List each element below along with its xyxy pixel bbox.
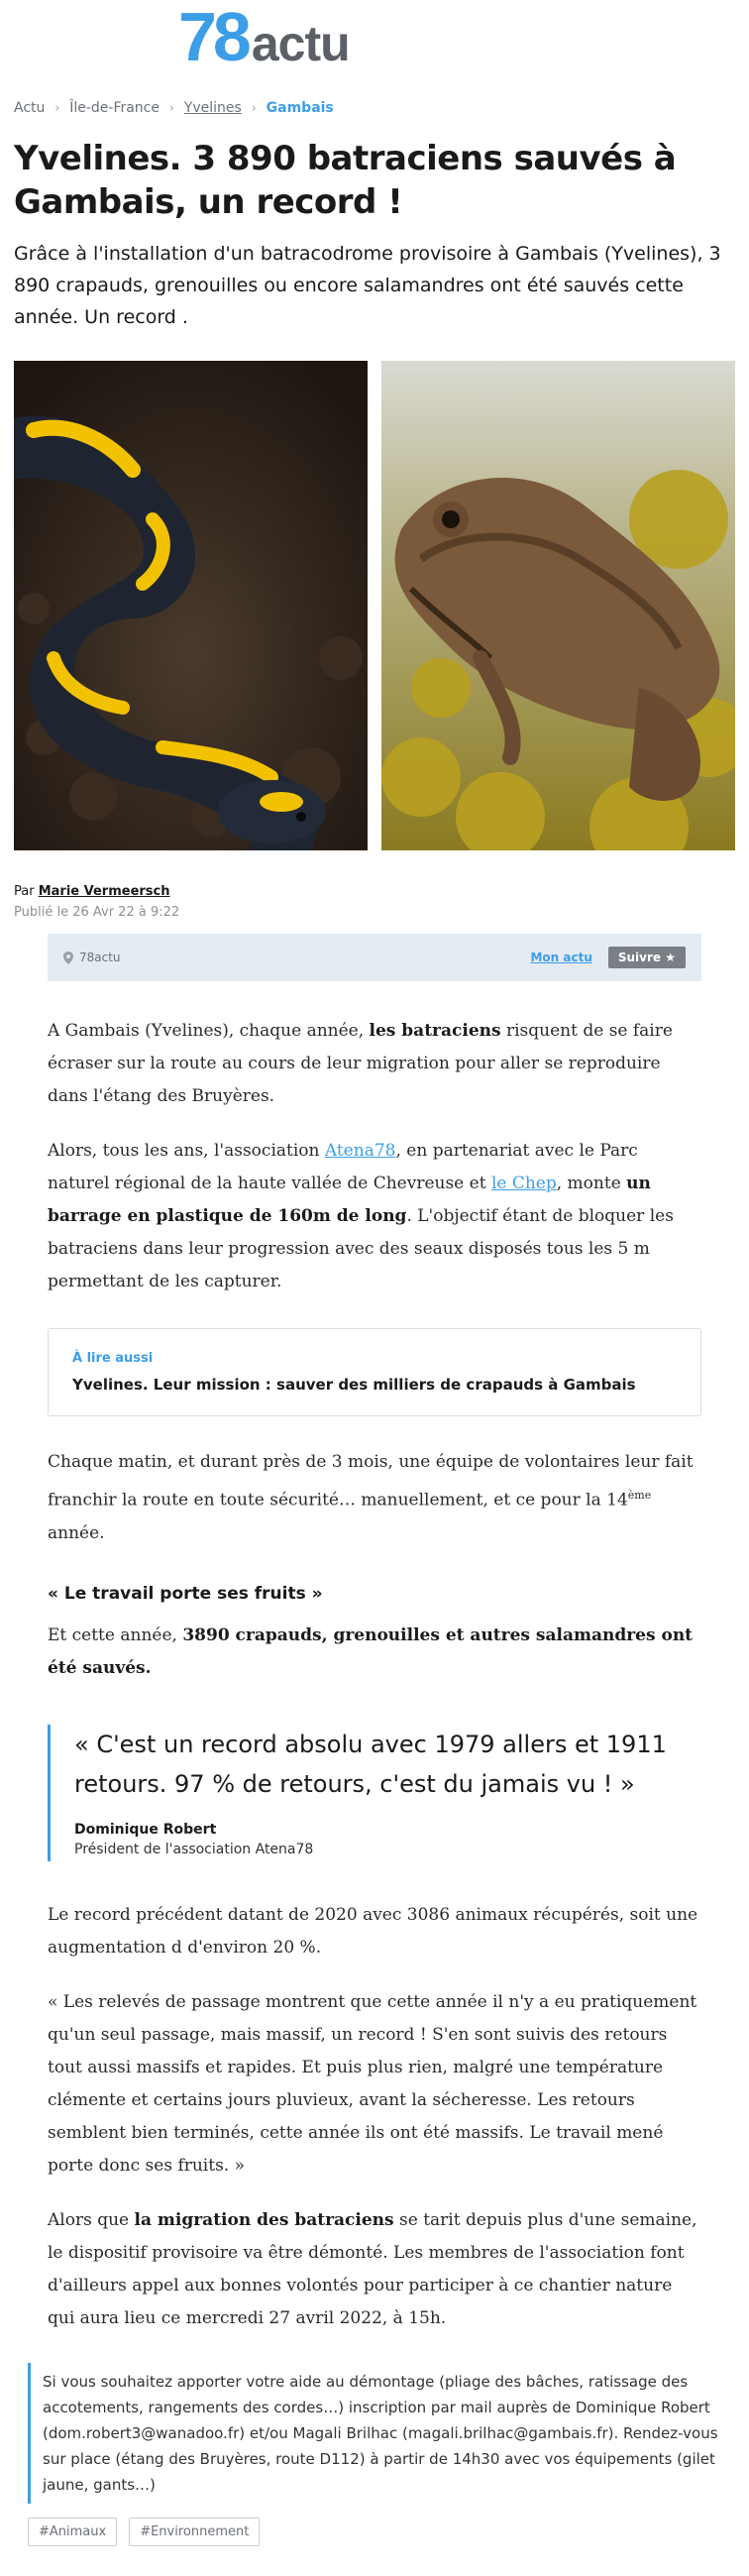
read-also-box[interactable] xyxy=(48,1328,701,1416)
chevron-right-icon: › xyxy=(251,101,257,115)
paragraph: Alors que la migration des batraciens se tarit depuis plus d'une semaine, le dispositif provisoire va être démonté. Les membres de l'association font d'ailleurs appel aux bonnes volontés pour participer à ce chantier nature qui aura lieu ce mercredi 27 avril 2022, à 15h. xyxy=(48,2209,697,2328)
article-images xyxy=(0,333,749,850)
paragraph: « Les relevés de passage montrent que cette année il n'y a eu pratiquement qu'un seul passage, mais massif, un record ! S'en sont suivis des retours tout aussi massifs et rapides. Et puis plus rien, malgré une température clémente et certains jours pluvieux, avant la sécheresse. Les retours semblent bien terminés, cette année ils ont été massifs. Le travail mené porte donc ses fruits. » xyxy=(48,1991,697,2176)
paragraph: Chaque matin, et durant près de 3 mois, une équipe de volontaires leur fait franchir la route en toute sécurité… manuellement, et ce pour la 14ème année. xyxy=(48,1452,694,1543)
my-news-link[interactable]: Mon actu xyxy=(530,951,592,964)
logo-number: 78 xyxy=(178,0,248,75)
byline-prefix: Par xyxy=(14,884,39,899)
article-body xyxy=(0,1899,749,2335)
paragraph: Alors, tous les ans, l'association Atena78, en partenariat avec le Parc naturel régional de la haute vallée de Chevreuse et le Chep, monte un barrage en plastique de 160m de long. L'objectif étant de bloquer les batraciens dans leur progression avec des seaux disposés tous les 5 m permettant de les capturer. xyxy=(48,1141,674,1291)
breadcrumb-item-actu[interactable]: Actu xyxy=(14,100,46,116)
quote-author: Dominique Robert xyxy=(74,1821,217,1838)
article-body xyxy=(0,1620,749,1685)
logo-word: actu xyxy=(251,16,350,71)
follow-button[interactable]: Suivre ★ xyxy=(608,947,686,968)
byline xyxy=(0,850,749,899)
read-also-label: À lire aussi xyxy=(72,1351,154,1366)
site-logo[interactable] xyxy=(178,0,350,75)
article-lead: Grâce à l'installation d'un batracodrome provisoire à Gambais (Yvelines), 3 890 crapauds, grenouilles ou encore salamandres ont été sauvés cette année. Un record . xyxy=(14,243,721,328)
tag-environnement[interactable]: #Environnement xyxy=(129,2518,260,2546)
chevron-right-icon: › xyxy=(54,101,60,115)
chep-link[interactable]: le Chep xyxy=(490,1174,557,1193)
chevron-right-icon: › xyxy=(169,101,174,115)
tag-animaux[interactable]: #Animaux xyxy=(28,2518,117,2546)
pull-quote xyxy=(48,1725,701,1861)
fire-salamander-photo xyxy=(14,361,368,850)
paragraph: A Gambais (Yvelines), chaque année, les batraciens risquent de se faire écraser sur la route au cours de leur migration pour aller se reproduire dans l'étang des Bruyères. xyxy=(48,1021,673,1106)
article-title: Yvelines. 3 890 batraciens sauvés à Gambais, un record ! xyxy=(14,139,677,222)
quote-role: Président de l'association Atena78 xyxy=(74,1841,314,1857)
follow-bar xyxy=(48,934,701,981)
info-box: Si vous souhaitez apporter votre aide au démontage (pliage des bâches, ratissage des accotements, rangements des cordes…) inscription par mail auprès de Dominique Robert (dom.robert3@wanadoo.fr) et/ou Magali Brilhac (magali.brilhac@gambais.fr). Rendez-vous sur place (étang des Bruyères, route D112) à partir de 14h30 avec vos équipements (gilet jaune, gants…) xyxy=(28,2363,721,2504)
source-label xyxy=(63,951,530,964)
frog-on-moss-photo xyxy=(381,361,735,850)
read-also-title[interactable]: Yvelines. Leur mission : sauver des milliers de crapauds à Gambais xyxy=(72,1376,636,1394)
paragraph: Le record précédent datant de 2020 avec 3086 animaux récupérés, soit une augmentation d d'environ 20 %. xyxy=(48,1904,698,1958)
tag-list xyxy=(0,2504,749,2546)
article-body xyxy=(0,1446,749,1550)
publish-date: Publié le 26 Avr 22 à 9:22 xyxy=(14,905,180,920)
breadcrumb-item-region[interactable]: Île-de-France xyxy=(69,100,160,116)
quote-text: « C'est un record absolu avec 1979 allers et 1911 retours. 97 % de retours, c'est du jamais vu ! » xyxy=(74,1730,667,1798)
breadcrumb-item-city[interactable]: Gambais xyxy=(266,100,334,116)
site-header xyxy=(0,0,749,81)
source-name: 78actu xyxy=(79,951,121,964)
breadcrumb-item-department[interactable]: Yvelines xyxy=(183,100,242,116)
atena78-link[interactable]: Atena78 xyxy=(324,1141,396,1161)
breadcrumb xyxy=(0,81,749,121)
location-pin-icon xyxy=(63,952,73,964)
section-heading: « Le travail porte ses fruits » xyxy=(48,1583,323,1604)
author-link[interactable]: Marie Vermeersch xyxy=(38,884,170,899)
paragraph: Et cette année, 3890 crapauds, grenouilles et autres salamandres ont été sauvés. xyxy=(48,1624,694,1678)
article-body xyxy=(0,1015,749,1298)
